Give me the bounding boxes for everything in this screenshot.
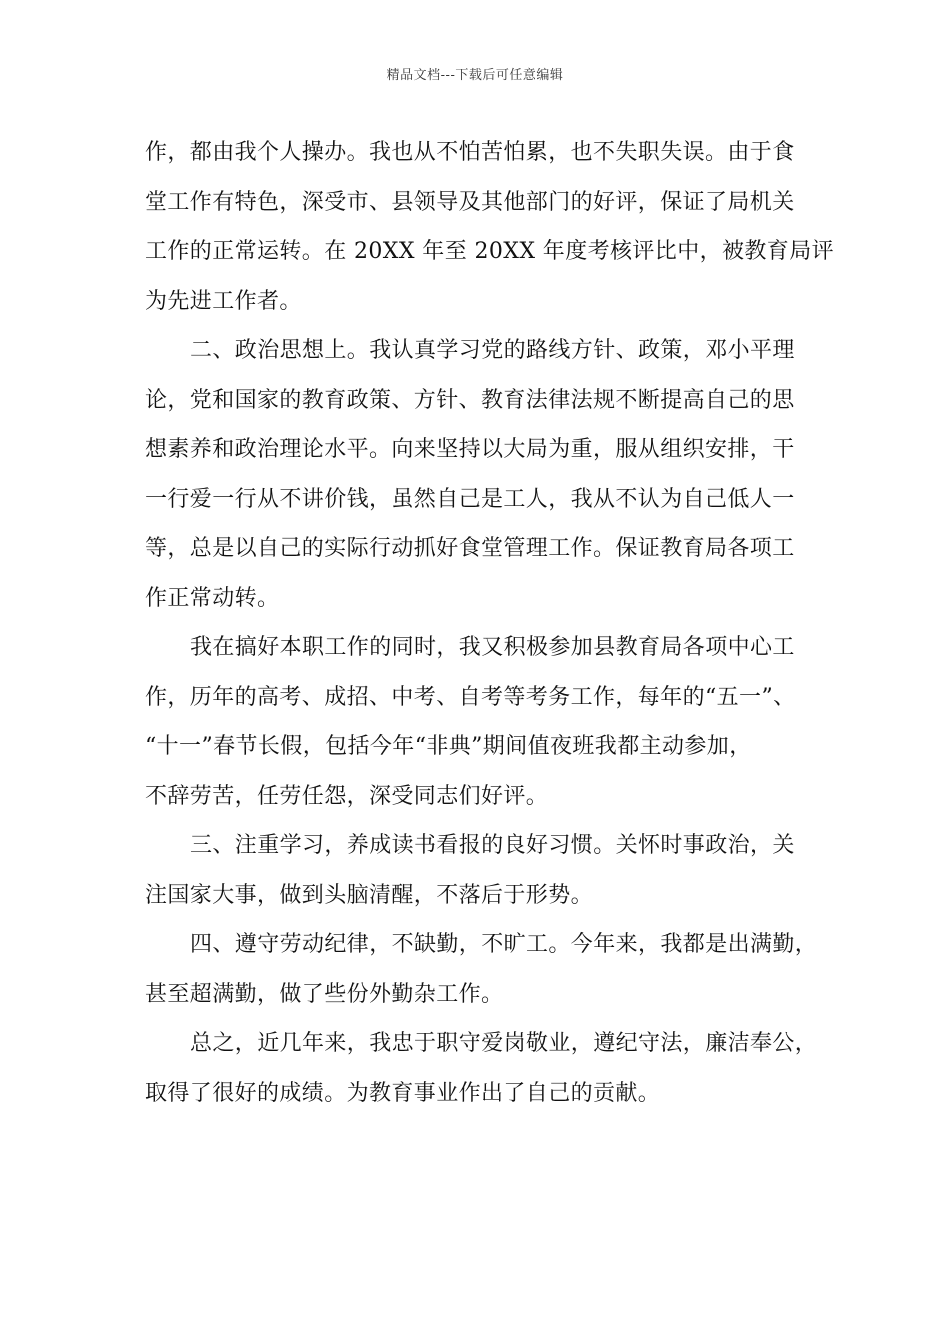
text-line: 取得了很好的成绩。为教育事业作出了自己的贡献。: [145, 1080, 661, 1106]
text-line: 想素养和政治理论水平。向来坚持以大局为重，服从组织安排，干: [145, 437, 795, 462]
text-line: 三、注重学习，养成读书看报的良好习惯。关怀时事政治，关: [190, 833, 795, 858]
text-line: 等，总是以自己的实际行动抓好食堂管理工作。保证教育局各项工: [145, 536, 795, 561]
text-line: 甚至超满勤，做了些份外勤杂工作。: [145, 981, 504, 1007]
text-line: 作，历年的高考、成招、中考、自考等考务工作，每年的“五一”、: [145, 684, 796, 710]
text-line: 作正常动转。: [145, 585, 280, 611]
text-line: 我在搞好本职工作的同时，我又积极参加县教育局各项中心工: [190, 635, 795, 660]
text-line: 工作的正常运转。在 20XX 年至 20XX 年度考核评比中，被教育局评: [145, 239, 835, 264]
text-line: “十一”春节长假，包括今年“非典”期间值夜班我都主动参加，: [145, 734, 752, 759]
text-line: 一行爱一行从不讲价钱，虽然自己是工人，我从不认为自己低人一: [145, 486, 795, 512]
text-line: 不辞劳苦，任劳任怨，深受同志们好评。: [145, 783, 549, 809]
text-line: 四、遵守劳动纪律，不缺勤，不旷工。今年来，我都是出满勤，: [190, 932, 818, 957]
text-line: 注国家大事，做到头脑清醒，不落后于形势。: [145, 882, 594, 908]
text-line: 堂工作有特色，深受市、县领导及其他部门的好评，保证了局机关: [145, 189, 795, 215]
text-line: 为先进工作者。: [145, 288, 302, 314]
text-line: 论，党和国家的教育政策、方针、教育法律法规不断提高自己的思: [145, 387, 795, 413]
text-line: 总之，近几年来，我忠于职守爱岗敬业，遵纪守法，廉洁奉公，: [190, 1031, 818, 1056]
document-body: [145, 128, 835, 1118]
page-header: 精品文档---下载后可任意编辑: [386, 68, 564, 83]
text-line: 作，都由我个人操办。我也从不怕苦怕累，也不失职失误。由于食: [145, 140, 795, 165]
text-line: 二、政治思想上。我认真学习党的路线方针、政策，邓小平理: [190, 338, 795, 363]
